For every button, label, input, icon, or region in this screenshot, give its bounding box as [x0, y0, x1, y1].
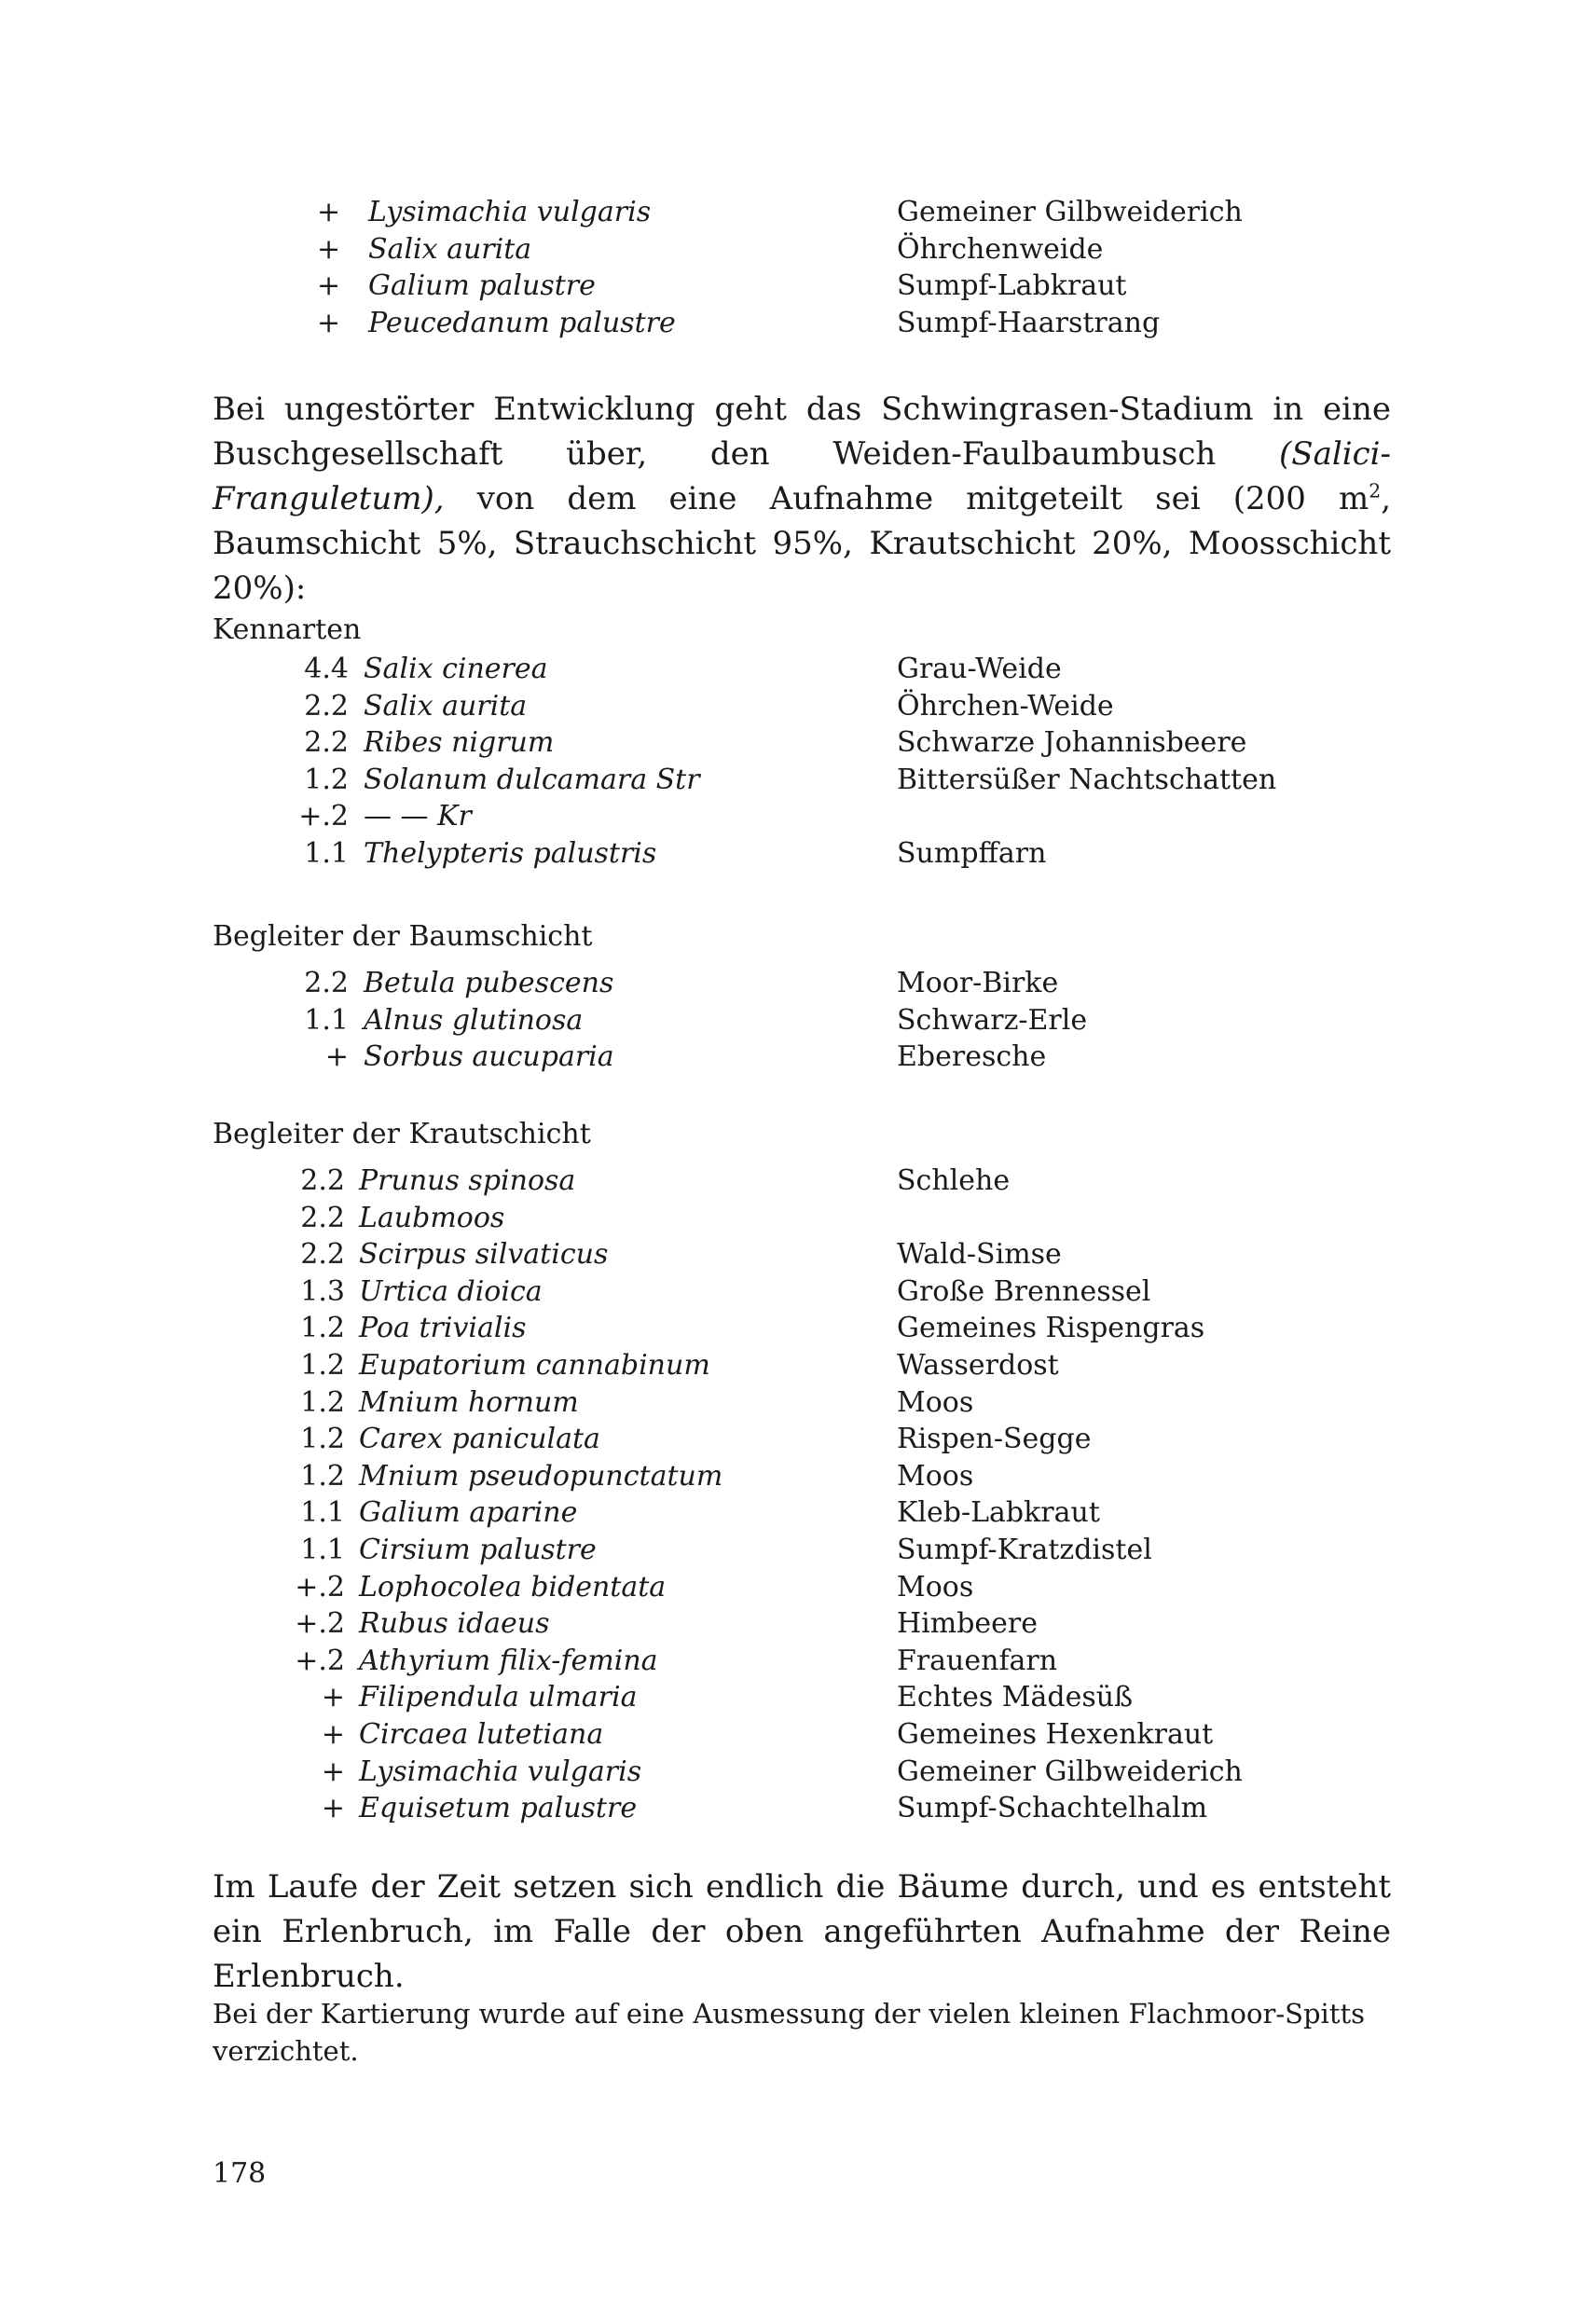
latin-name: Cirsium palustre: [359, 1533, 597, 1566]
species-row: [0, 835, 1596, 873]
german-name: Öhrchenweide: [897, 232, 1104, 266]
abundance-value: 1.2: [300, 1312, 345, 1345]
latin-name: Lysimachia vulgaris: [368, 196, 652, 228]
abundance-value: +.2: [295, 1644, 345, 1677]
german-name: Rispen-Segge: [897, 1423, 1092, 1456]
species-row: [0, 1458, 1596, 1495]
german-name: Sumpffarn: [897, 836, 1047, 870]
latin-name: Lysimachia vulgaris: [359, 1755, 642, 1788]
german-name: Schwarz-Erle: [897, 1003, 1088, 1037]
german-name: Eberesche: [897, 1040, 1047, 1074]
species-row: [0, 1163, 1596, 1200]
species-row: [0, 1002, 1596, 1039]
latin-name: Sorbus aucuparia: [364, 1040, 614, 1074]
abundance-value: +: [317, 269, 341, 303]
species-row: [0, 1310, 1596, 1347]
german-name: Moos: [897, 1385, 974, 1419]
latin-name: Prunus spinosa: [359, 1164, 576, 1197]
abundance-value: +.2: [298, 800, 349, 833]
latin-name: Ribes nigrum: [364, 726, 555, 760]
species-row: [0, 762, 1596, 799]
species-row: [0, 1236, 1596, 1273]
species-row: [0, 1790, 1596, 1827]
species-row: [0, 798, 1596, 835]
german-name: Große Brennessel: [897, 1274, 1151, 1308]
german-name: Frauenfarn: [897, 1644, 1058, 1677]
species-row: [0, 1569, 1596, 1606]
species-row: [0, 965, 1596, 1002]
abundance-value: 1.2: [300, 1348, 345, 1382]
abundance-value: 1.2: [304, 763, 349, 796]
abundance-value: 4.4: [304, 653, 349, 685]
abundance-value: 2.2: [304, 967, 349, 999]
latin-name: Galium palustre: [368, 269, 596, 303]
latin-name: Filipendula ulmaria: [359, 1681, 638, 1714]
abundance-value: 1.3: [300, 1274, 345, 1308]
german-name: Sumpf-Labkraut: [897, 269, 1127, 303]
species-list-krautschicht: [0, 1163, 1596, 1827]
german-name: Grau-Weide: [897, 653, 1062, 685]
species-row: [0, 1039, 1596, 1076]
latin-name: Athyrium filix-femina: [359, 1644, 658, 1677]
species-row: [0, 194, 1596, 231]
german-name: Moos: [897, 1459, 974, 1493]
species-list-top: [0, 194, 1596, 341]
german-name: Moor-Birke: [897, 967, 1059, 999]
latin-name: Mnium hornum: [359, 1385, 579, 1419]
latin-name: Betula pubescens: [364, 967, 614, 999]
german-name: Gemeiner Gilbweiderich: [897, 196, 1243, 228]
abundance-value: 1.1: [304, 836, 349, 870]
abundance-value: +.2: [295, 1607, 345, 1641]
german-name: Gemeiner Gilbweiderich: [897, 1755, 1243, 1788]
abundance-value: 1.2: [300, 1423, 345, 1456]
conclusion-paragraph: Im Laufe der Zeit setzen sich endlich die Bäume durch, und es entsteht ein Erlenbruch, im Falle der oben angeführten Aufnahme der Reine Erlenbruch.: [213, 1868, 1391, 1995]
latin-name: Galium aparine: [359, 1496, 578, 1530]
latin-name: Salix cinerea: [364, 653, 548, 685]
abundance-value: +: [321, 1717, 345, 1751]
german-name: Schlehe: [897, 1164, 1011, 1197]
species-row: [0, 1494, 1596, 1532]
species-row: [0, 1605, 1596, 1643]
abundance-value: 1.1: [304, 1003, 349, 1037]
german-name: Gemeines Hexenkraut: [897, 1717, 1214, 1751]
species-row: [0, 1754, 1596, 1791]
abundance-value: 1.2: [300, 1385, 345, 1419]
abundance-value: 2.2: [300, 1238, 345, 1272]
section-heading-baumschicht: Begleiter der Baumschicht: [213, 920, 593, 953]
species-row: [0, 1200, 1596, 1237]
section-heading-krautschicht: Begleiter der Krautschicht: [213, 1118, 591, 1150]
latin-name: Laubmoos: [359, 1201, 505, 1234]
german-name: Öhrchen-Weide: [897, 689, 1114, 722]
german-name: Gemeines Rispengras: [897, 1312, 1205, 1345]
abundance-value: +: [321, 1755, 345, 1788]
species-row: [0, 1273, 1596, 1311]
german-name: Bittersüßer Nachtschatten: [897, 763, 1277, 796]
species-row: [0, 724, 1596, 762]
latin-name: Equisetum palustre: [359, 1792, 638, 1825]
abundance-value: 1.1: [300, 1533, 345, 1566]
latin-name: Circaea lutetiana: [359, 1717, 604, 1751]
species-list-baumschicht: [0, 965, 1596, 1076]
latin-name: Rubus idaeus: [359, 1607, 550, 1641]
footnote: Bei der Kartierung wurde auf eine Ausmessung der vielen kleinen Flachmoor-Spitts verzichtet.: [213, 1998, 1366, 2067]
latin-name: Poa trivialis: [359, 1312, 527, 1345]
german-name: Wald-Simse: [897, 1238, 1062, 1272]
species-row: [0, 1421, 1596, 1458]
species-row: [0, 305, 1596, 342]
latin-name: Salix aurita: [368, 232, 532, 266]
german-name: Himbeere: [897, 1607, 1039, 1641]
species-row: [0, 1716, 1596, 1754]
abundance-value: 2.2: [300, 1164, 345, 1197]
latin-name: Thelypteris palustris: [364, 836, 657, 870]
abundance-value: 2.2: [304, 726, 349, 760]
latin-name: Mnium pseudopunctatum: [359, 1459, 723, 1493]
species-row: [0, 1384, 1596, 1422]
latin-name: Urtica dioica: [359, 1274, 543, 1308]
abundance-value: +: [321, 1681, 345, 1714]
german-name: Echtes Mädesüß: [897, 1681, 1134, 1714]
abundance-value: 2.2: [304, 689, 349, 722]
german-name: Sumpf-Haarstrang: [897, 306, 1161, 339]
species-row: [0, 231, 1596, 268]
german-name: Moos: [897, 1570, 974, 1603]
abundance-value: +: [321, 1792, 345, 1825]
abundance-value: 2.2: [300, 1201, 345, 1234]
latin-name: Lophocolea bidentata: [359, 1570, 667, 1603]
latin-name: Solanum dulcamara Str: [364, 763, 700, 796]
latin-name: Alnus glutinosa: [364, 1003, 584, 1037]
latin-name: Salix aurita: [364, 689, 528, 722]
intro-paragraph: Bei ungestörter Entwicklung geht das Schwingrasen-Stadium in eine Buschgesellschaft über, den Weiden-Faulbaumbusch (Salici-Franguletum), von dem eine Aufnahme mitgeteilt sei (200 $m^2$, Baumschicht 5%, Strauchschicht 95%, Krautschicht 20%, Moosschicht 20%):: [213, 391, 1391, 607]
species-row: [0, 1679, 1596, 1716]
abundance-value: 1.2: [300, 1459, 345, 1493]
abundance-value: 1.1: [300, 1496, 345, 1530]
species-list-kennarten: [0, 651, 1596, 873]
latin-name: Scirpus silvaticus: [359, 1238, 609, 1272]
latin-name: Carex paniculata: [359, 1423, 600, 1456]
german-name: Sumpf-Kratzdistel: [897, 1533, 1152, 1566]
species-row: [0, 268, 1596, 305]
german-name: Wasserdost: [897, 1348, 1059, 1382]
latin-name: Eupatorium cannabinum: [359, 1348, 710, 1382]
species-row: [0, 688, 1596, 725]
abundance-value: +.2: [295, 1570, 345, 1603]
german-name: Schwarze Johannisbeere: [897, 726, 1247, 760]
latin-name: Peucedanum palustre: [368, 306, 676, 339]
species-row: [0, 651, 1596, 688]
german-name: Kleb-Labkraut: [897, 1496, 1100, 1530]
abundance-value: +: [317, 306, 341, 339]
species-row: [0, 1643, 1596, 1680]
page-number: 178: [213, 2157, 267, 2190]
species-row: [0, 1347, 1596, 1384]
abundance-value: +: [317, 196, 341, 228]
species-row: [0, 1532, 1596, 1569]
abundance-value: +: [317, 232, 341, 266]
section-heading-kennarten: Kennarten: [213, 613, 362, 646]
abundance-value: +: [324, 1040, 349, 1074]
german-name: Sumpf-Schachtelhalm: [897, 1792, 1208, 1825]
latin-name: — — Kr: [364, 800, 472, 833]
